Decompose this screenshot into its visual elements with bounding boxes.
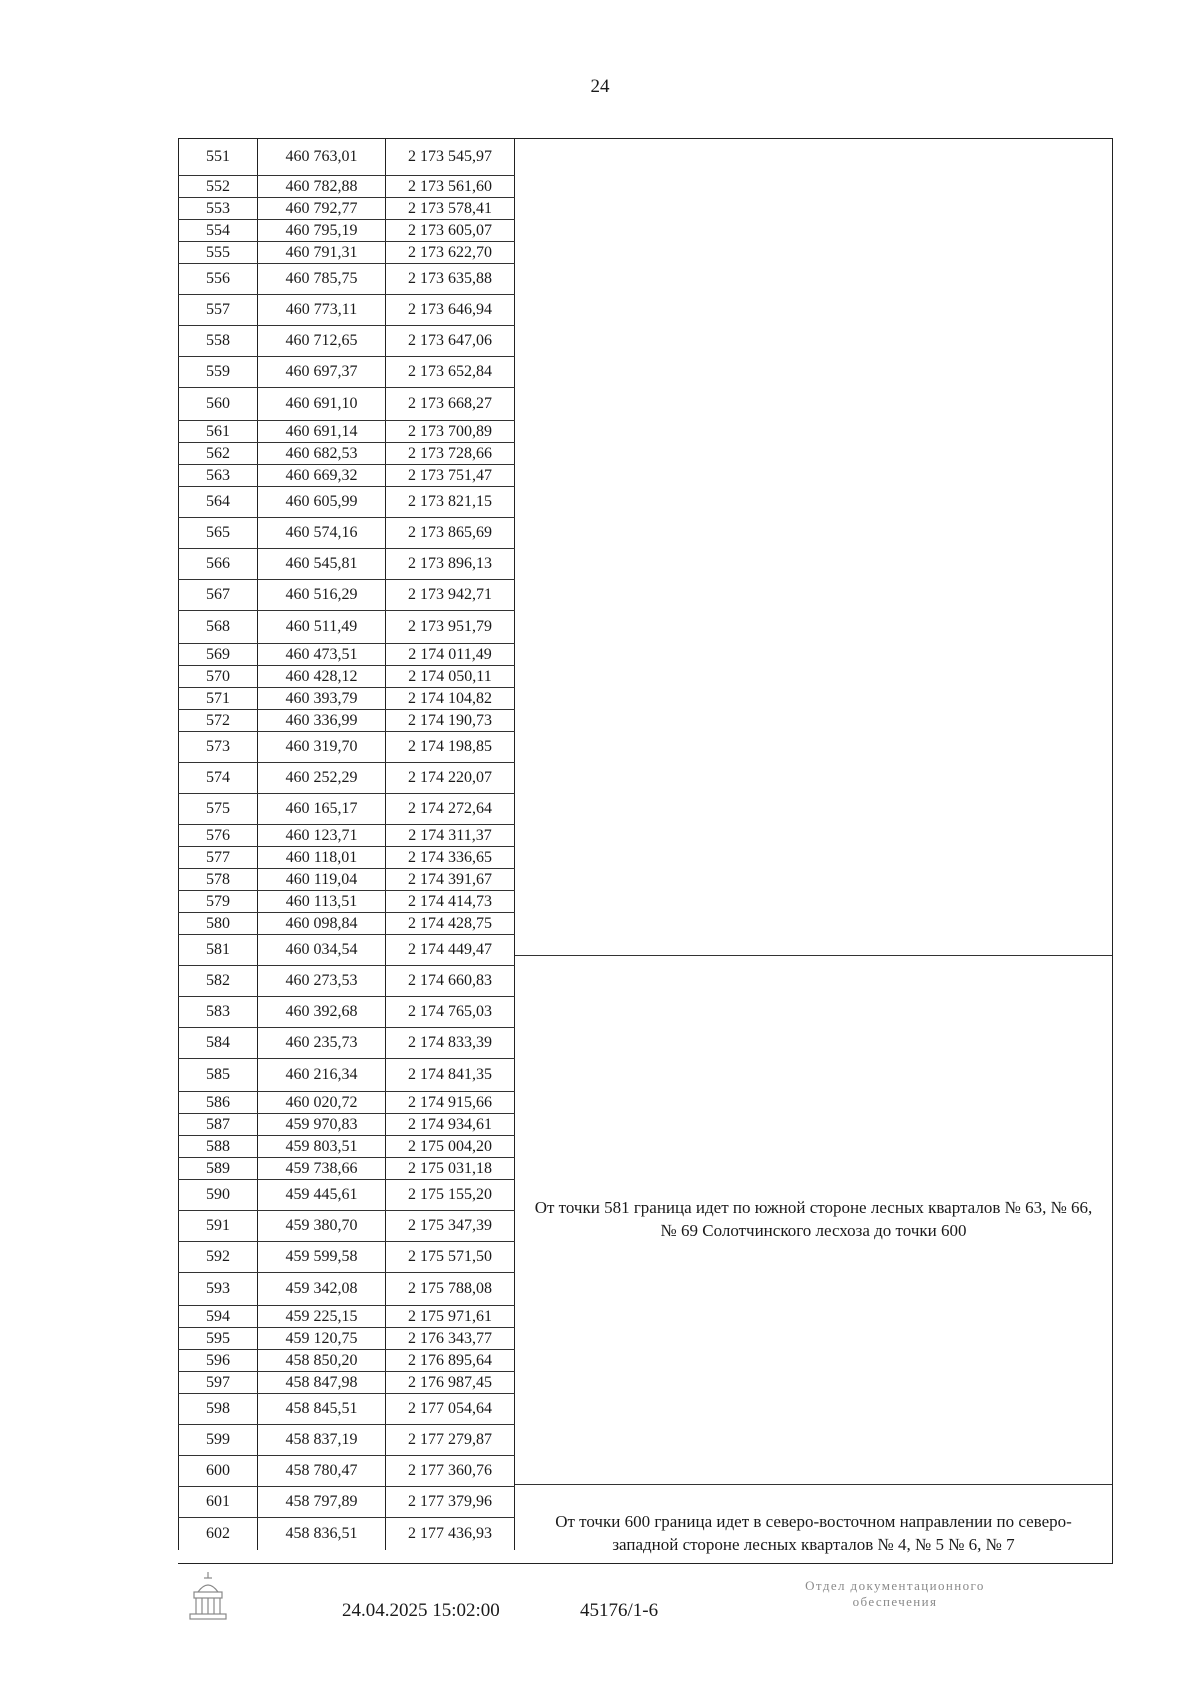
point-number: 574 (178, 763, 258, 793)
table-row (178, 966, 515, 997)
coordinate-x: 458 836,51 (258, 1518, 386, 1550)
point-number: 587 (178, 1114, 258, 1135)
coordinate-y: 2 173 622,70 (386, 242, 515, 263)
coordinate-y: 2 174 104,82 (386, 688, 515, 709)
coordinate-y: 2 174 220,07 (386, 763, 515, 793)
table-row (178, 357, 515, 388)
coordinate-y: 2 177 360,76 (386, 1456, 515, 1486)
coordinate-x: 460 782,88 (258, 176, 386, 197)
coordinate-y: 2 173 821,15 (386, 487, 515, 517)
table-row (178, 935, 515, 966)
coordinate-x: 460 123,71 (258, 825, 386, 846)
table-row (178, 443, 515, 465)
coordinate-x: 460 785,75 (258, 264, 386, 294)
point-number: 582 (178, 966, 258, 996)
point-number: 589 (178, 1158, 258, 1179)
point-number: 576 (178, 825, 258, 846)
table-row (178, 710, 515, 732)
coordinate-y: 2 176 343,77 (386, 1328, 515, 1349)
coordinate-x: 460 319,70 (258, 732, 386, 762)
table-row (178, 242, 515, 264)
point-number: 562 (178, 443, 258, 464)
point-number: 600 (178, 1456, 258, 1486)
point-number: 555 (178, 242, 258, 263)
coordinate-x: 459 120,75 (258, 1328, 386, 1349)
coordinate-x: 460 020,72 (258, 1092, 386, 1113)
coordinate-y: 2 175 155,20 (386, 1180, 515, 1210)
point-number: 593 (178, 1273, 258, 1305)
coordinate-x: 460 252,29 (258, 763, 386, 793)
coordinate-x: 460 574,16 (258, 518, 386, 548)
point-number: 588 (178, 1136, 258, 1157)
table-row (178, 326, 515, 357)
coordinate-y: 2 177 279,87 (386, 1425, 515, 1455)
point-number: 558 (178, 326, 258, 356)
coordinate-x: 460 098,84 (258, 913, 386, 934)
point-number: 569 (178, 644, 258, 665)
coordinate-y: 2 173 635,88 (386, 264, 515, 294)
coordinate-y: 2 173 561,60 (386, 176, 515, 197)
table-row (178, 1487, 515, 1518)
description-cell-581-600: От точки 581 граница идет по южной стороне лесных кварталов № 63, № 66, № 69 Солотчинского лесхоза до точки 600 (515, 956, 1112, 1485)
point-number: 565 (178, 518, 258, 548)
table-row (178, 688, 515, 710)
point-number: 554 (178, 220, 258, 241)
table-row (178, 913, 515, 935)
table-row (178, 1350, 515, 1372)
coordinate-x: 459 225,15 (258, 1306, 386, 1327)
coordinate-x: 460 792,77 (258, 198, 386, 219)
footer-document-number: 45176/1-6 (580, 1600, 659, 1621)
coordinate-x: 460 235,73 (258, 1028, 386, 1058)
coordinate-x: 460 605,99 (258, 487, 386, 517)
coordinate-y: 2 174 011,49 (386, 644, 515, 665)
table-row (178, 1092, 515, 1114)
coordinate-x: 460 516,29 (258, 580, 386, 610)
department-stamp (735, 1578, 1055, 1609)
coordinate-x: 460 545,81 (258, 549, 386, 579)
coordinates-table (178, 138, 1113, 1564)
coordinate-y: 2 173 951,79 (386, 611, 515, 643)
coordinate-x: 460 216,34 (258, 1059, 386, 1091)
table-row (178, 487, 515, 518)
point-number: 566 (178, 549, 258, 579)
point-number: 592 (178, 1242, 258, 1272)
coordinate-x: 460 119,04 (258, 869, 386, 890)
table-row (178, 1394, 515, 1425)
coordinate-x: 460 773,11 (258, 295, 386, 325)
coordinate-y: 2 174 190,73 (386, 710, 515, 731)
coordinate-y: 2 174 915,66 (386, 1092, 515, 1113)
point-number: 597 (178, 1372, 258, 1393)
coordinate-y: 2 173 865,69 (386, 518, 515, 548)
point-number: 581 (178, 935, 258, 965)
coordinate-y: 2 173 647,06 (386, 326, 515, 356)
coordinate-x: 460 165,17 (258, 794, 386, 824)
coordinate-x: 458 780,47 (258, 1456, 386, 1486)
stamp-line-2: обеспечения (852, 1593, 938, 1609)
coordinate-x: 460 118,01 (258, 847, 386, 868)
coordinate-x: 458 847,98 (258, 1372, 386, 1393)
coordinate-x: 458 837,19 (258, 1425, 386, 1455)
coordinate-y: 2 173 751,47 (386, 465, 515, 486)
point-number: 570 (178, 666, 258, 687)
description-cell-empty (515, 139, 1112, 956)
coordinate-y: 2 173 545,97 (386, 139, 515, 175)
coordinate-y: 2 174 050,11 (386, 666, 515, 687)
table-row (178, 666, 515, 688)
coordinate-y: 2 177 436,93 (386, 1518, 515, 1550)
point-number: 561 (178, 421, 258, 442)
table-row (178, 388, 515, 421)
table-row (178, 580, 515, 611)
point-number: 584 (178, 1028, 258, 1058)
coordinate-x: 460 682,53 (258, 443, 386, 464)
point-number: 559 (178, 357, 258, 387)
point-number: 552 (178, 176, 258, 197)
coordinate-y: 2 174 833,39 (386, 1028, 515, 1058)
table-row (178, 847, 515, 869)
point-number: 564 (178, 487, 258, 517)
coordinate-x: 460 113,51 (258, 891, 386, 912)
table-row (178, 1328, 515, 1350)
table-row (178, 518, 515, 549)
table-row (178, 1180, 515, 1211)
table-row (178, 1158, 515, 1180)
coordinate-y: 2 174 934,61 (386, 1114, 515, 1135)
coordinate-x: 459 599,58 (258, 1242, 386, 1272)
description-cell-600-onward: От точки 600 граница идет в северо-восточном направлении по северо-западной стороне лесных кварталов № 4, № 5 № 6, № 7 (555, 1512, 1072, 1555)
table-row (178, 1114, 515, 1136)
coordinate-y: 2 173 652,84 (386, 357, 515, 387)
coordinate-x: 460 392,68 (258, 997, 386, 1027)
coordinate-y: 2 174 198,85 (386, 732, 515, 762)
point-number: 571 (178, 688, 258, 709)
table-row (178, 1372, 515, 1394)
coordinate-y: 2 175 788,08 (386, 1273, 515, 1305)
table-row (178, 421, 515, 443)
point-number: 601 (178, 1487, 258, 1517)
building-emblem-icon (186, 1570, 230, 1622)
coordinate-y: 2 175 571,50 (386, 1242, 515, 1272)
point-number: 591 (178, 1211, 258, 1241)
coordinate-x: 459 738,66 (258, 1158, 386, 1179)
coordinate-y: 2 174 765,03 (386, 997, 515, 1027)
stamp-line-1: Отдел документационного (805, 1578, 985, 1593)
coordinate-y: 2 174 660,83 (386, 966, 515, 996)
coordinate-y: 2 173 700,89 (386, 421, 515, 442)
coordinate-y: 2 174 272,64 (386, 794, 515, 824)
coordinates-columns (178, 139, 515, 1563)
table-row (178, 763, 515, 794)
point-number: 599 (178, 1425, 258, 1455)
coordinate-y: 2 174 336,65 (386, 847, 515, 868)
table-row (178, 1059, 515, 1092)
point-number: 594 (178, 1306, 258, 1327)
coordinate-x: 460 393,79 (258, 688, 386, 709)
coordinate-y: 2 174 841,35 (386, 1059, 515, 1091)
coordinate-x: 460 712,65 (258, 326, 386, 356)
table-row (178, 295, 515, 326)
coordinate-x: 459 445,61 (258, 1180, 386, 1210)
point-number: 568 (178, 611, 258, 643)
coordinate-x: 460 763,01 (258, 139, 386, 175)
page-number: 24 (590, 76, 610, 97)
coordinate-y: 2 174 428,75 (386, 913, 515, 934)
point-number: 577 (178, 847, 258, 868)
table-row (178, 1306, 515, 1328)
coordinate-y: 2 173 728,66 (386, 443, 515, 464)
point-number: 578 (178, 869, 258, 890)
coordinate-x: 460 428,12 (258, 666, 386, 687)
table-row (178, 264, 515, 295)
coordinate-x: 458 797,89 (258, 1487, 386, 1517)
table-row (178, 644, 515, 666)
point-number: 556 (178, 264, 258, 294)
coordinate-y: 2 175 004,20 (386, 1136, 515, 1157)
coordinate-x: 460 034,54 (258, 935, 386, 965)
coordinate-y: 2 175 031,18 (386, 1158, 515, 1179)
coordinate-y: 2 174 449,47 (386, 935, 515, 965)
coordinate-y: 2 173 605,07 (386, 220, 515, 241)
table-row (178, 732, 515, 763)
coordinate-y: 2 173 646,94 (386, 295, 515, 325)
point-number: 573 (178, 732, 258, 762)
coordinate-y: 2 176 895,64 (386, 1350, 515, 1371)
point-number: 567 (178, 580, 258, 610)
coordinate-y: 2 173 896,13 (386, 549, 515, 579)
table-row (178, 611, 515, 644)
coordinate-x: 459 970,83 (258, 1114, 386, 1135)
point-number: 560 (178, 388, 258, 420)
coordinate-x: 459 803,51 (258, 1136, 386, 1157)
coordinate-x: 460 691,14 (258, 421, 386, 442)
coordinate-x: 460 791,31 (258, 242, 386, 263)
coordinate-x: 460 795,19 (258, 220, 386, 241)
coordinate-y: 2 177 379,96 (386, 1487, 515, 1517)
coordinate-y: 2 173 942,71 (386, 580, 515, 610)
table-row (178, 1028, 515, 1059)
point-number: 557 (178, 295, 258, 325)
coordinate-y: 2 173 668,27 (386, 388, 515, 420)
table-row (178, 198, 515, 220)
point-number: 595 (178, 1328, 258, 1349)
coordinate-x: 459 380,70 (258, 1211, 386, 1241)
point-number: 598 (178, 1394, 258, 1424)
coordinate-x: 460 336,99 (258, 710, 386, 731)
table-row (178, 1211, 515, 1242)
table-row (178, 549, 515, 580)
coordinate-x: 460 697,37 (258, 357, 386, 387)
table-row (178, 869, 515, 891)
point-number: 579 (178, 891, 258, 912)
table-row (178, 891, 515, 913)
table-row (178, 1273, 515, 1306)
coordinate-x: 458 845,51 (258, 1394, 386, 1424)
table-row (178, 1136, 515, 1158)
coordinate-y: 2 174 391,67 (386, 869, 515, 890)
table-row (178, 139, 515, 176)
coordinate-x: 460 511,49 (258, 611, 386, 643)
table-row (178, 1425, 515, 1456)
table-row (178, 1242, 515, 1273)
coordinate-x: 460 691,10 (258, 388, 386, 420)
point-number: 551 (178, 139, 258, 175)
table-row (178, 220, 515, 242)
table-row (178, 176, 515, 198)
coordinate-y: 2 173 578,41 (386, 198, 515, 219)
description-column (515, 139, 1113, 1563)
coordinate-x: 459 342,08 (258, 1273, 386, 1305)
point-number: 583 (178, 997, 258, 1027)
table-row (178, 1456, 515, 1487)
point-number: 590 (178, 1180, 258, 1210)
point-number: 596 (178, 1350, 258, 1371)
point-number: 602 (178, 1518, 258, 1550)
table-row (178, 1518, 515, 1550)
coordinate-y: 2 175 347,39 (386, 1211, 515, 1241)
point-number: 553 (178, 198, 258, 219)
point-number: 585 (178, 1059, 258, 1091)
table-row (178, 997, 515, 1028)
coordinate-x: 460 273,53 (258, 966, 386, 996)
coordinate-y: 2 175 971,61 (386, 1306, 515, 1327)
point-number: 586 (178, 1092, 258, 1113)
coordinate-y: 2 176 987,45 (386, 1372, 515, 1393)
table-row (178, 465, 515, 487)
coordinate-x: 460 669,32 (258, 465, 386, 486)
point-number: 563 (178, 465, 258, 486)
point-number: 572 (178, 710, 258, 731)
point-number: 580 (178, 913, 258, 934)
point-number: 575 (178, 794, 258, 824)
footer-timestamp: 24.04.2025 15:02:00 (342, 1600, 500, 1621)
coordinate-y: 2 174 414,73 (386, 891, 515, 912)
coordinate-y: 2 177 054,64 (386, 1394, 515, 1424)
coordinate-y: 2 174 311,37 (386, 825, 515, 846)
table-row (178, 794, 515, 825)
coordinate-x: 460 473,51 (258, 644, 386, 665)
coordinate-x: 458 850,20 (258, 1350, 386, 1371)
table-row (178, 825, 515, 847)
